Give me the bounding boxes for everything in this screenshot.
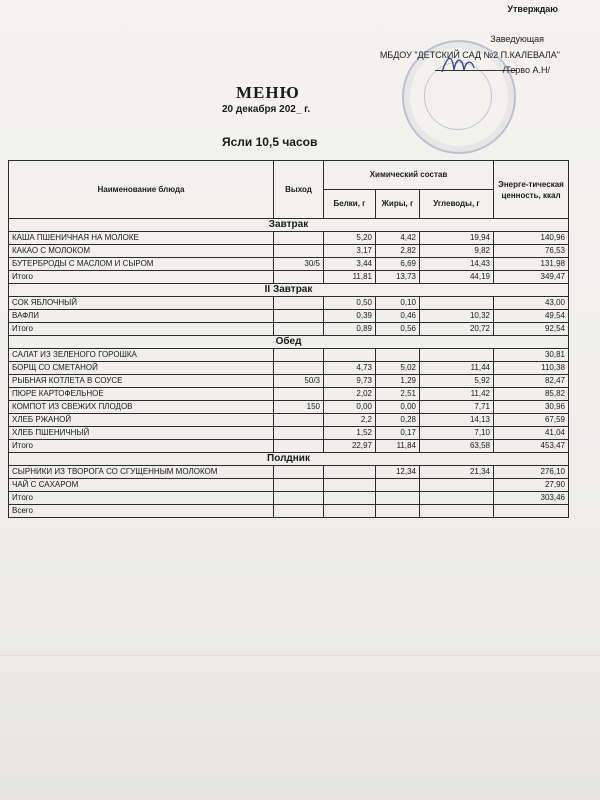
dish-yield	[274, 310, 324, 323]
menu-table	[8, 160, 569, 518]
dish-protein	[324, 479, 376, 492]
dish-name: ПЮРЕ КАРТОФЕЛЬНОЕ	[9, 388, 274, 401]
dish-name: БОРЩ СО СМЕТАНОЙ	[9, 362, 274, 375]
dish-fat: 0,46	[376, 310, 420, 323]
dish-protein: 2,02	[324, 388, 376, 401]
dish-protein: 0,89	[324, 323, 376, 336]
table-row	[9, 375, 569, 388]
col-header-yield: Выход	[274, 161, 324, 219]
dish-yield	[274, 492, 324, 505]
handwritten-signature	[438, 52, 478, 78]
dish-energy: 30,96	[494, 401, 569, 414]
dish-fat	[376, 349, 420, 362]
table-row	[9, 349, 569, 362]
dish-name: Итого	[9, 271, 274, 284]
dish-protein: 3,17	[324, 245, 376, 258]
dish-energy	[494, 505, 569, 518]
dish-carb: 20,72	[420, 323, 494, 336]
dish-yield	[274, 388, 324, 401]
dish-yield	[274, 466, 324, 479]
table-row	[9, 440, 569, 453]
col-header-energy: Энерге-тическая ценность, ккал	[494, 161, 569, 219]
dish-energy: 41,04	[494, 427, 569, 440]
dish-fat: 0,00	[376, 401, 420, 414]
col-header-protein: Белки, г	[324, 190, 376, 219]
dish-protein: 22,97	[324, 440, 376, 453]
paper-fold	[0, 655, 600, 656]
dish-fat: 13,73	[376, 271, 420, 284]
dish-protein: 0,50	[324, 297, 376, 310]
dish-energy: 110,38	[494, 362, 569, 375]
table-row	[9, 323, 569, 336]
dish-yield: 30/5	[274, 258, 324, 271]
section-title: Полдник	[9, 453, 569, 466]
dish-yield	[274, 297, 324, 310]
dish-yield	[274, 505, 324, 518]
dish-fat: 1,29	[376, 375, 420, 388]
dish-carb: 63,58	[420, 440, 494, 453]
dish-name: Итого	[9, 492, 274, 505]
dish-fat	[376, 505, 420, 518]
dish-fat: 0,10	[376, 297, 420, 310]
dish-name: Итого	[9, 440, 274, 453]
dish-name: ХЛЕБ ПШЕНИЧНЫЙ	[9, 427, 274, 440]
dish-name: Всего	[9, 505, 274, 518]
dish-yield	[274, 427, 324, 440]
col-header-name: Наименование блюда	[9, 161, 274, 219]
dish-energy: 43,00	[494, 297, 569, 310]
dish-carb	[420, 492, 494, 505]
dish-fat: 12,34	[376, 466, 420, 479]
menu-table-body	[9, 219, 569, 518]
dish-fat: 5,02	[376, 362, 420, 375]
section-row	[9, 219, 569, 232]
dish-carb: 10,32	[420, 310, 494, 323]
dish-energy: 27,90	[494, 479, 569, 492]
table-row	[9, 466, 569, 479]
dish-yield: 50/3	[274, 375, 324, 388]
dish-carb: 11,44	[420, 362, 494, 375]
dish-energy: 303,46	[494, 492, 569, 505]
dish-carb: 14,43	[420, 258, 494, 271]
dish-fat: 4,42	[376, 232, 420, 245]
dish-protein	[324, 505, 376, 518]
dish-name: САЛАТ ИЗ ЗЕЛЕНОГО ГОРОШКА	[9, 349, 274, 362]
table-row	[9, 492, 569, 505]
dish-protein	[324, 466, 376, 479]
dish-protein: 11,81	[324, 271, 376, 284]
col-header-carb: Углеводы, г	[420, 190, 494, 219]
dish-carb	[420, 349, 494, 362]
table-row	[9, 232, 569, 245]
dish-energy: 276,10	[494, 466, 569, 479]
table-row	[9, 362, 569, 375]
col-header-fat: Жиры, г	[376, 190, 420, 219]
table-row	[9, 245, 569, 258]
dish-carb: 7,71	[420, 401, 494, 414]
dish-name: ХЛЕБ РЖАНОЙ	[9, 414, 274, 427]
dish-name: СЫРНИКИ ИЗ ТВОРОГА СО СГУЩЕННЫМ МОЛОКОМ	[9, 466, 274, 479]
section-title: II Завтрак	[9, 284, 569, 297]
dish-fat: 0,28	[376, 414, 420, 427]
dish-carb: 7,10	[420, 427, 494, 440]
dish-name: КАША ПШЕНИЧНАЯ НА МОЛОКЕ	[9, 232, 274, 245]
dish-protein: 2,2	[324, 414, 376, 427]
dish-yield	[274, 362, 324, 375]
dish-yield: 150	[274, 401, 324, 414]
dish-energy: 49,54	[494, 310, 569, 323]
signer-name: /Терво А.Н/	[502, 65, 550, 75]
dish-yield	[274, 479, 324, 492]
dish-name: КОМПОТ ИЗ СВЕЖИХ ПЛОДОВ	[9, 401, 274, 414]
dish-protein	[324, 349, 376, 362]
table-row	[9, 388, 569, 401]
dish-yield	[274, 440, 324, 453]
dish-carb: 14,13	[420, 414, 494, 427]
dish-name: РЫБНАЯ КОТЛЕТА В СОУСЕ	[9, 375, 274, 388]
section-row	[9, 453, 569, 466]
menu-date: 20 декабря 202_ г.	[222, 104, 311, 115]
dish-fat	[376, 492, 420, 505]
dish-carb: 9,82	[420, 245, 494, 258]
group-name: Ясли 10,5 часов	[222, 135, 318, 149]
dish-yield	[274, 323, 324, 336]
dish-protein: 9,73	[324, 375, 376, 388]
dish-carb: 11,42	[420, 388, 494, 401]
dish-carb: 19,94	[420, 232, 494, 245]
dish-name: БУТЕРБРОДЫ С МАСЛОМ И СЫРОМ	[9, 258, 274, 271]
table-row	[9, 479, 569, 492]
dish-protein: 1,52	[324, 427, 376, 440]
dish-energy: 30,81	[494, 349, 569, 362]
dish-carb: 5,92	[420, 375, 494, 388]
dish-energy: 82,47	[494, 375, 569, 388]
organization-name: МБДОУ "ДЕТСКИЙ САД №2 П.КАЛЕВАЛА"	[379, 50, 560, 60]
dish-energy: 349,47	[494, 271, 569, 284]
head-role: Заведующая	[490, 34, 544, 44]
dish-name: СОК ЯБЛОЧНЫЙ	[9, 297, 274, 310]
dish-fat: 11,84	[376, 440, 420, 453]
dish-carb: 21,34	[420, 466, 494, 479]
table-row	[9, 297, 569, 310]
dish-fat: 2,82	[376, 245, 420, 258]
dish-protein: 0,00	[324, 401, 376, 414]
table-row	[9, 310, 569, 323]
table-row	[9, 505, 569, 518]
table-row	[9, 258, 569, 271]
dish-carb	[420, 505, 494, 518]
dish-fat: 0,17	[376, 427, 420, 440]
dish-protein: 4,73	[324, 362, 376, 375]
dish-name: ЧАЙ С САХАРОМ	[9, 479, 274, 492]
dish-carb	[420, 297, 494, 310]
table-row	[9, 427, 569, 440]
section-row	[9, 336, 569, 349]
dish-energy: 140,96	[494, 232, 569, 245]
dish-yield	[274, 245, 324, 258]
dish-protein: 5,20	[324, 232, 376, 245]
dish-name: ВАФЛИ	[9, 310, 274, 323]
dish-yield	[274, 414, 324, 427]
page-title: МЕНЮ	[236, 83, 300, 102]
col-header-chem: Химический состав	[324, 161, 494, 190]
dish-energy: 85,82	[494, 388, 569, 401]
dish-protein	[324, 492, 376, 505]
dish-yield	[274, 232, 324, 245]
dish-fat: 0,56	[376, 323, 420, 336]
dish-fat: 2,51	[376, 388, 420, 401]
dish-yield	[274, 271, 324, 284]
dish-name: КАКАО С МОЛОКОМ	[9, 245, 274, 258]
dish-fat	[376, 479, 420, 492]
dish-energy: 67,59	[494, 414, 569, 427]
dish-energy: 131,98	[494, 258, 569, 271]
section-title: Обед	[9, 336, 569, 349]
table-row	[9, 401, 569, 414]
dish-carb	[420, 479, 494, 492]
table-row	[9, 271, 569, 284]
dish-energy: 92,54	[494, 323, 569, 336]
dish-protein: 3,44	[324, 258, 376, 271]
dish-yield	[274, 349, 324, 362]
section-row	[9, 284, 569, 297]
dish-energy: 453,47	[494, 440, 569, 453]
dish-name: Итого	[9, 323, 274, 336]
section-title: Завтрак	[9, 219, 569, 232]
approve-label: Утверждаю	[507, 4, 558, 14]
dish-carb: 44,19	[420, 271, 494, 284]
table-row	[9, 414, 569, 427]
dish-fat: 6,69	[376, 258, 420, 271]
dish-protein: 0,39	[324, 310, 376, 323]
dish-energy: 76,53	[494, 245, 569, 258]
